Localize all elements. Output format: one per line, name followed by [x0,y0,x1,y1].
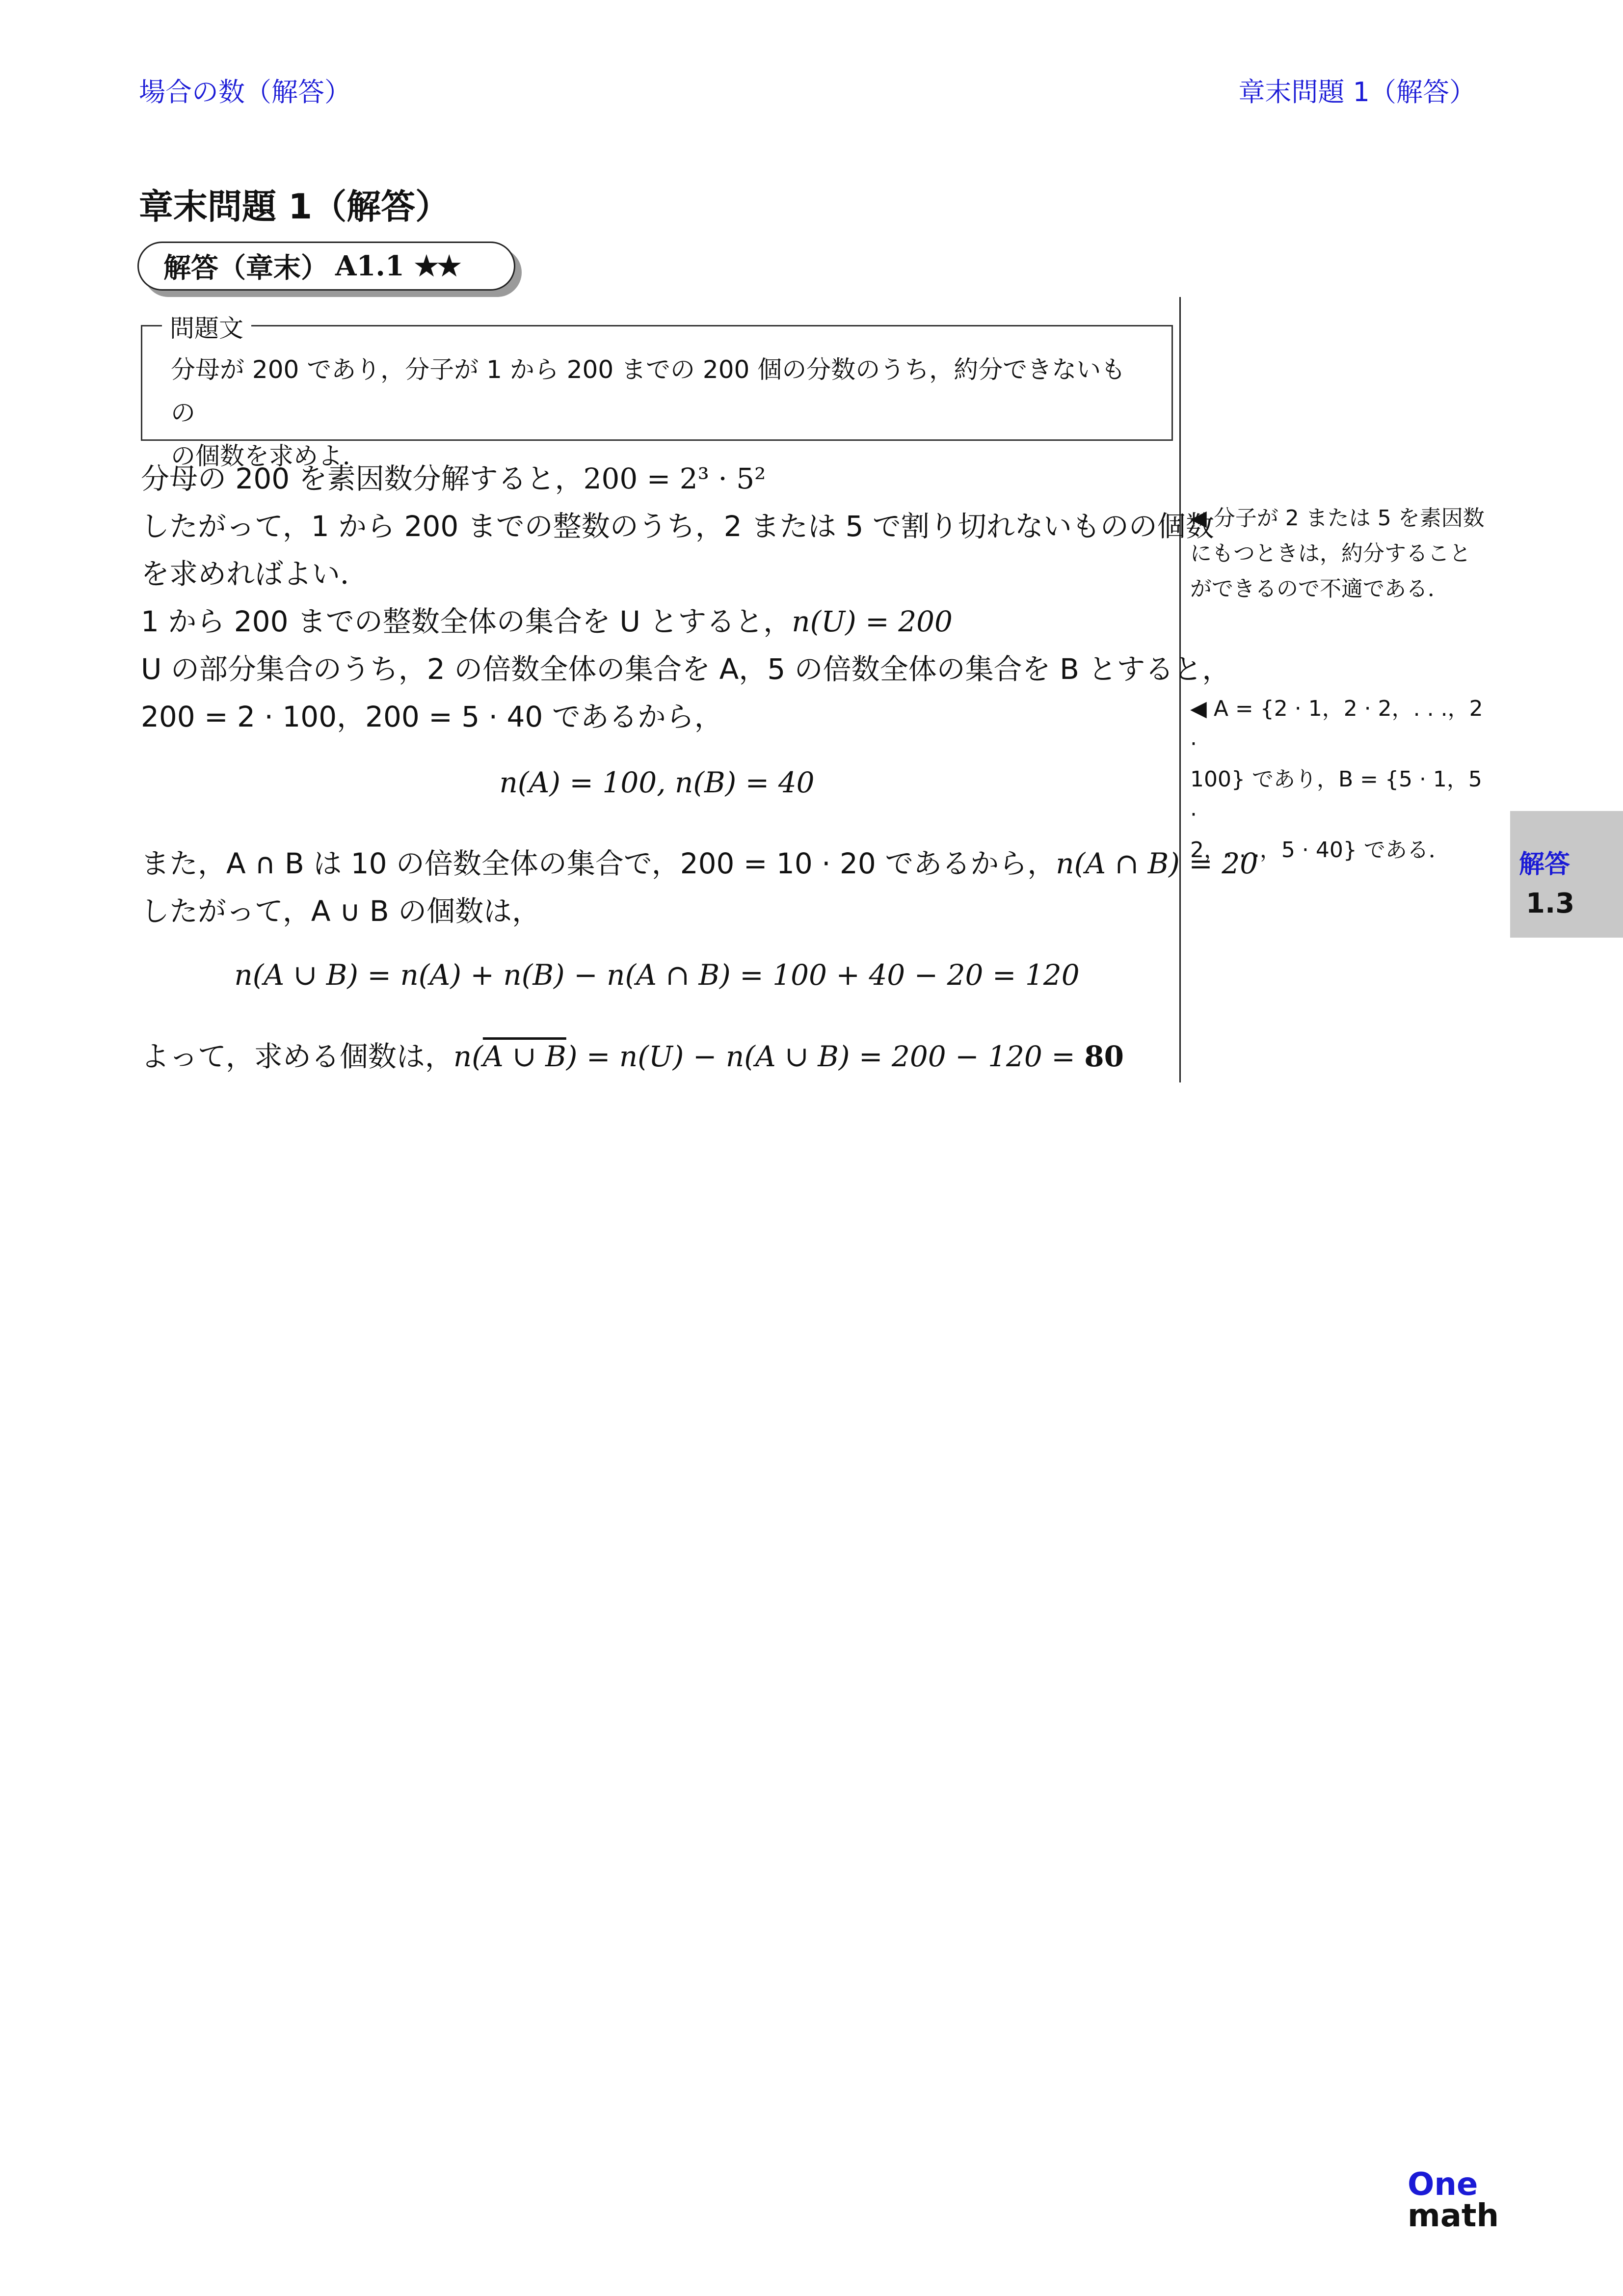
answer-pill [137,242,515,291]
display-equation-2: n(A ∪ B) = n(A) + n(B) − n(A ∩ B) = 100 + 40 − 20 = 120 [234,958,1080,992]
body-line-5: U の部分集合のうち，2 の倍数全体の集合を A，5 の倍数全体の集合を B とすると， [141,652,1231,686]
side-section-tab[interactable] [1510,811,1623,938]
header-right: 章末問題 1（解答） [1238,77,1476,108]
onemath-logo [1408,2166,1499,2234]
body-line-7-math: n(A ∩ B) = 20 [1056,847,1258,880]
side-tab-label: 解答 [1519,850,1570,879]
side-tab-number: 1.3 [1526,888,1575,919]
answer-pill-label: 解答（章末） [163,252,328,284]
margin-note-1 [1190,501,1494,607]
margin-divider [1179,297,1181,1082]
margin-note-2 [1190,691,1494,868]
body-line-1-text: 分母の 200 を素因数分解すると， [141,462,584,495]
margin-note-2-line-3: 2，. . .，5 · 40} である． [1190,837,1450,863]
question-line-2: の個数を求めよ． [171,442,367,470]
margin-note-1-line-2: にもつときは，約分すること [1190,541,1471,566]
question-box-label: 問題文 [162,309,251,344]
question-box [141,314,1173,470]
final-answer: 80 [1084,1040,1124,1073]
body-line-9-math-post: ) = n(U) − n(A ∪ B) = 200 − 120 = [566,1040,1085,1073]
body-line-8: したがって，A ∪ B の個数は， [141,894,541,928]
body-line-4-text: 1 から 200 までの整数全体の集合を U とすると， [141,605,792,638]
difficulty-stars: ★★ [414,250,460,282]
body-line-9-text: よって，求める個数は， [141,1040,453,1073]
margin-note-2-line-1: ◀ A = {2 · 1，2 · 2，. . .，2 · [1190,696,1483,756]
complement-set-overline: A ∪ B [482,1040,566,1073]
margin-note-1-line-1: ◀ 分子が 2 または 5 を素因数 [1190,506,1485,531]
header-left: 場合の数（解答） [139,77,351,108]
body-line-4 [141,598,953,640]
answer-pill-code: A1.1 [335,250,404,282]
logo-line-2: math [1408,2198,1499,2234]
body-line-2: したがって，1 から 200 までの整数のうち，2 または 5 で割り切れないものの個数 [141,510,1214,543]
body-line-9-math-pre: n( [453,1040,483,1073]
body-line-1 [141,456,766,497]
display-equation-1: n(A) = 100, n(B) = 40 [499,766,815,799]
logo-line-1: One [1408,2166,1478,2203]
body-line-9 [141,1033,1124,1075]
body-line-3: を求めればよい． [141,557,369,591]
body-line-7 [141,840,1258,882]
body-line-1-math: 200 = 2³ · 5² [583,462,766,495]
body-line-6: 200 = 2 · 100，200 = 5 · 40 であるから， [141,700,723,733]
margin-note-2-line-2: 100} であり，B = {5 · 1，5 · [1190,767,1482,827]
question-line-1: 分母が 200 であり，分子が 1 から 200 までの 200 個の分数のうち，約分できないもの [171,355,1126,427]
margin-note-1-line-3: ができるので不適である． [1190,576,1449,601]
body-line-7-text: また，A ∩ B は 10 の倍数全体の集合で，200 = 10 · 20 であるから， [141,847,1056,880]
body-line-4-math: n(U) = 200 [792,605,953,638]
chapter-title: 章末問題 1（解答） [139,187,450,227]
